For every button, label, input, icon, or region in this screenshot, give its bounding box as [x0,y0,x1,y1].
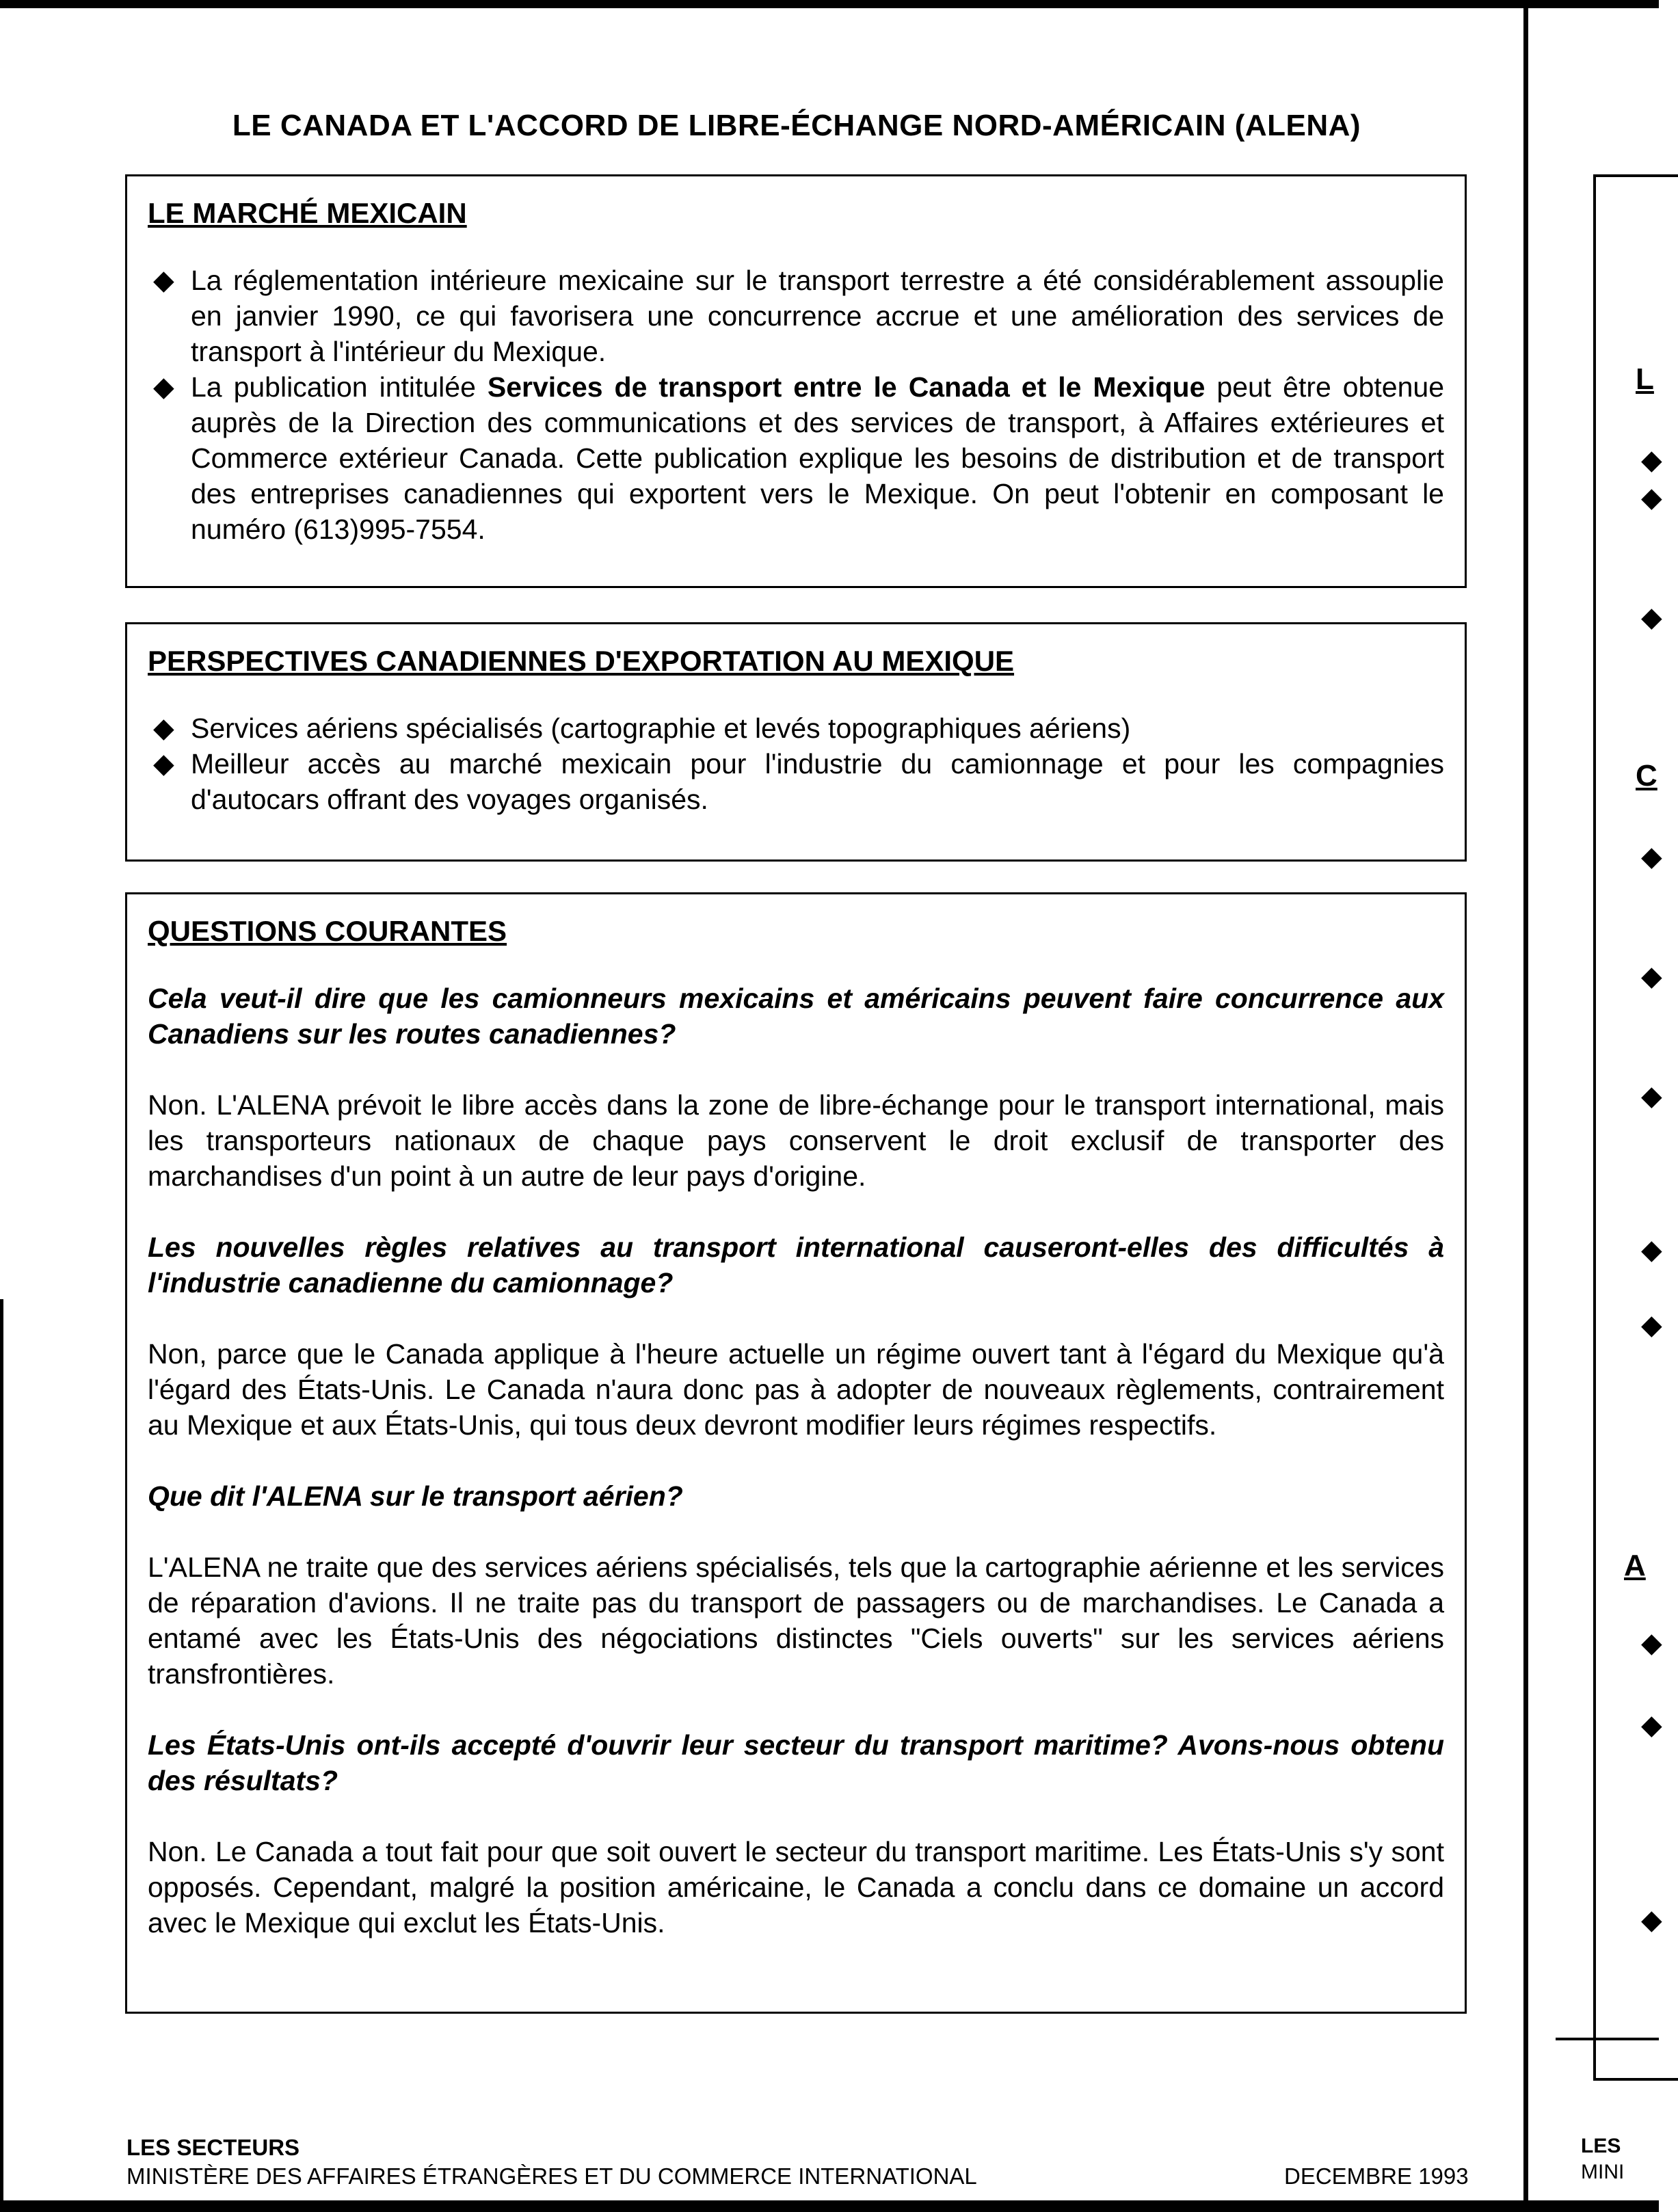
right-page-footer-fragment: MINI [1581,2161,1625,2183]
right-page-footer-fragment: LES [1581,2135,1621,2157]
faq-question: Les États-Unis ont-ils accepté d'ouvrir leur secteur du transport maritime? Avons-nous obtenu des résultats? [148,1729,1444,1796]
publication-title: Services de transport entre le Canada et le Mexique [487,371,1206,403]
page-top-shadow [0,0,1659,8]
section-heading: QUESTIONS COURANTES [148,915,507,947]
diamond-bullet-icon: ◆ [1641,1235,1662,1265]
left-page-edge [0,1299,3,2212]
faq-question: Cela veut-il dire que les camionneurs mexicains et américains peuvent faire concurrence aux Canadiens sur les routes canadiennes? [148,983,1444,1050]
diamond-bullet-icon: ◆ [153,265,174,295]
faq-answer: Non. L'ALENA prévoit le libre accès dans la zone de libre-échange pour le transport international, mais les transporteurs nationaux de chaque pays conservent le droit exclusif de transporter des marchandises d'un point à un autre de leur pays d'origine. [148,1089,1444,1192]
footer-ministry: MINISTÈRE DES AFFAIRES ÉTRANGÈRES ET DU COMMERCE INTERNATIONAL [126,2163,977,2189]
section-perspectives [125,622,1467,862]
diamond-bullet-icon: ◆ [1641,961,1662,991]
right-page-heading-fragment: L [1636,362,1654,396]
document-title: LE CANADA ET L'ACCORD DE LIBRE-ÉCHANGE NORD-AMÉRICAIN (ALENA) [232,109,1361,143]
faq-question: Les nouvelles règles relatives au transport international causeront-elles des difficultés à l'industrie canadienne du camionnage? [148,1231,1444,1298]
footer-date: DECEMBRE 1993 [1284,2163,1469,2189]
right-page-heading-fragment: A [1624,1549,1646,1582]
section-heading: LE MARCHÉ MEXICAIN [148,197,467,229]
list-item [148,710,1444,746]
diamond-bullet-icon: ◆ [1641,1310,1662,1340]
section-heading: PERSPECTIVES CANADIENNES D'EXPORTATION AU MEXIQUE [148,645,1015,677]
list-item-text: peut être obtenue auprès de la Direction des communications et des services de transport, à Affaires extérieures et Commerce extérieur Canada. Cette publication explique les besoins de distribution et de transport des entreprises canadiennes qui exportent vers le Mexique. On peut l'obtenir en composant le numéro (613)995-7554. [191,371,1444,545]
diamond-bullet-icon: ◆ [1641,842,1662,872]
list-item [148,746,1444,817]
list-item [148,369,1444,547]
faq-answer: L'ALENA ne traite que des services aériens spécialisés, tels que la cartographie aérienne et les services de réparation d'avions. Il ne traite pas du transport de passagers ou de marchandises. Le Canada a entamé avec les États-Unis des négociations distinctes "Ciels ouverts" sur les services aériens transfrontières. [148,1551,1444,1690]
bullet-list [148,263,1444,547]
bullet-list [148,710,1444,817]
right-page-heading-fragment: C [1636,759,1657,792]
diamond-bullet-icon: ◆ [1641,1905,1662,1935]
faq-answer: Non, parce que le Canada applique à l'heure actuelle un régime ouvert tant à l'égard du Mexique qu'à l'égard des États-Unis. Le Canada n'aura donc pas à adopter de nouveaux règlements, contrairement au Mexique et aux États-Unis, qui tous deux devront modifier leurs régimes respectifs. [148,1338,1444,1441]
list-item-text: Meilleur accès au marché mexicain pour l'industrie du camionnage et pour les compagnies d'autocars offrant des voyages organisés. [191,748,1444,815]
diamond-bullet-icon: ◆ [153,372,174,402]
faq-answer: Non. Le Canada a tout fait pour que soit ouvert le secteur du transport maritime. Les États-Unis s'y sont opposés. Cependant, malgré la position américaine, le Canada a conclu dans ce domaine un accord avec le Mexique qui exclut les États-Unis. [148,1836,1444,1938]
faq-question: Que dit l'ALENA sur le transport aérien? [148,1480,683,1512]
diamond-bullet-icon: ◆ [1641,602,1662,632]
diamond-bullet-icon: ◆ [1641,1628,1662,1658]
list-item [148,263,1444,369]
list-item-text: Services aériens spécialisés (cartographie et levés topographiques aériens) [191,712,1131,744]
page-gutter-divider [1523,0,1528,2212]
footer-sector: LES SECTEURS [126,2135,300,2160]
diamond-bullet-icon: ◆ [153,749,174,779]
list-item-text: La réglementation intérieure mexicaine sur le transport terrestre a été considérablement assouplie en janvier 1990, ce qui favorisera une concurrence accrue et une amélioration des services de transport à l'intérieur du Mexique. [191,265,1444,367]
right-page-box [1593,174,1678,2081]
diamond-bullet-icon: ◆ [1641,1081,1662,1111]
section-questions-courantes [125,892,1467,2014]
right-page-rule [1556,2038,1659,2040]
diamond-bullet-icon: ◆ [1641,445,1662,475]
diamond-bullet-icon: ◆ [1641,483,1662,513]
page-bottom-shadow [0,2200,1659,2212]
list-item-text: La publication intitulée [191,371,488,403]
diamond-bullet-icon: ◆ [1641,1710,1662,1740]
section-marche-mexicain [125,174,1467,588]
diamond-bullet-icon: ◆ [153,713,174,743]
